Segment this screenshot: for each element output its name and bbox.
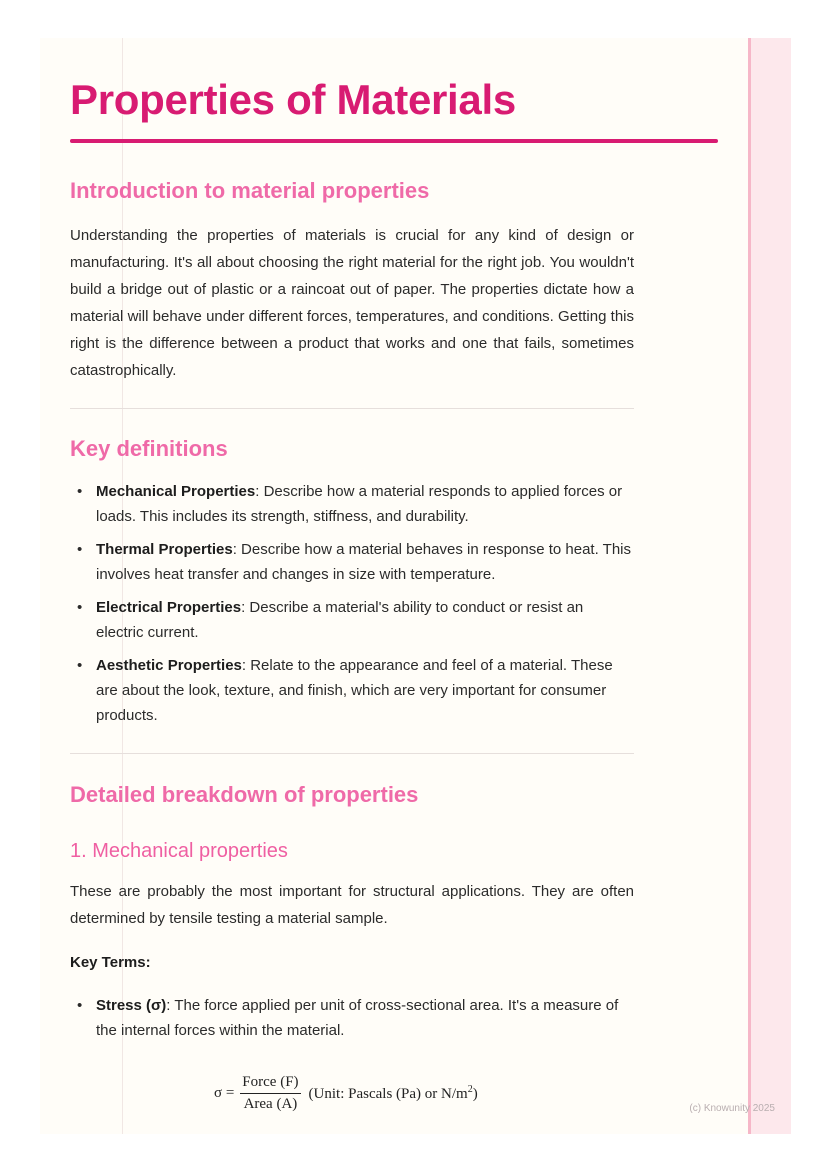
definition-term: Aesthetic Properties xyxy=(96,657,242,674)
formula-fraction xyxy=(240,1074,300,1113)
list-item xyxy=(70,537,634,587)
mechanical-subheading: 1. Mechanical properties xyxy=(70,840,288,862)
list-item xyxy=(70,653,634,728)
page-right-margin-strip xyxy=(748,38,791,1134)
document-page xyxy=(40,38,791,1134)
page-title: Properties of Materials xyxy=(70,76,516,123)
formula-unit-prefix: (Unit: Pascals (Pa) or N/m xyxy=(308,1086,468,1102)
list-item xyxy=(70,479,634,529)
mechanical-paragraph: These are probably the most important for structural applications. They are often determined by tensile testing a material sample. xyxy=(70,883,634,927)
list-item xyxy=(70,595,634,645)
formula-denominator: Area (A) xyxy=(243,1096,298,1112)
formula-lhs: σ = xyxy=(214,1085,235,1101)
section-divider xyxy=(70,408,634,409)
key-terms-list xyxy=(70,993,634,1051)
definition-text: : Describe how a material behaves in response to heat. This involves heat transfer and changes in size with temperature. xyxy=(96,541,631,583)
definition-term: Thermal Properties xyxy=(96,541,233,558)
definitions-heading: Key definitions xyxy=(70,436,228,461)
definition-text: : Relate to the appearance and feel of a material. These are about the look, texture, and finish, which are very important for consumer products. xyxy=(96,657,613,724)
definition-text: : Describe how a material responds to applied forces or loads. This includes its strength, stiffness, and durability. xyxy=(96,483,623,525)
definition-text: : Describe a material's ability to conduct or resist an electric current. xyxy=(96,599,584,641)
title-underline xyxy=(70,139,718,143)
formula-unit-exponent: 2 xyxy=(467,1084,473,1095)
breakdown-heading: Detailed breakdown of properties xyxy=(70,782,419,807)
copyright-text: (c) Knowunity 2025 xyxy=(689,1103,775,1114)
key-term-text: : The force applied per unit of cross-sectional area. It's a measure of the internal forces within the material. xyxy=(96,997,619,1039)
section-divider xyxy=(70,753,634,754)
key-terms-label: Key Terms: xyxy=(70,954,151,971)
intro-heading: Introduction to material properties xyxy=(70,178,430,203)
intro-paragraph: Understanding the properties of materials is crucial for any kind of design or manufacturing. It's all about choosing the right material for the right job. You wouldn't build a bridge out of plastic or a raincoat out of paper. The properties dictate how a material will behave under different forces, temperatures, and conditions. Getting this right is the difference between a product that works and one that fails, sometimes catastrophically. xyxy=(70,227,634,379)
definitions-list xyxy=(70,479,634,736)
definition-term: Mechanical Properties xyxy=(96,483,256,500)
formula-numerator: Force (F) xyxy=(240,1074,300,1094)
formula-unit xyxy=(309,1084,478,1103)
list-item xyxy=(70,993,634,1043)
stress-formula xyxy=(214,1074,478,1113)
key-term: Stress (σ) xyxy=(96,997,167,1014)
formula-unit-suffix: ) xyxy=(472,1086,478,1102)
definition-term: Electrical Properties xyxy=(96,599,242,616)
